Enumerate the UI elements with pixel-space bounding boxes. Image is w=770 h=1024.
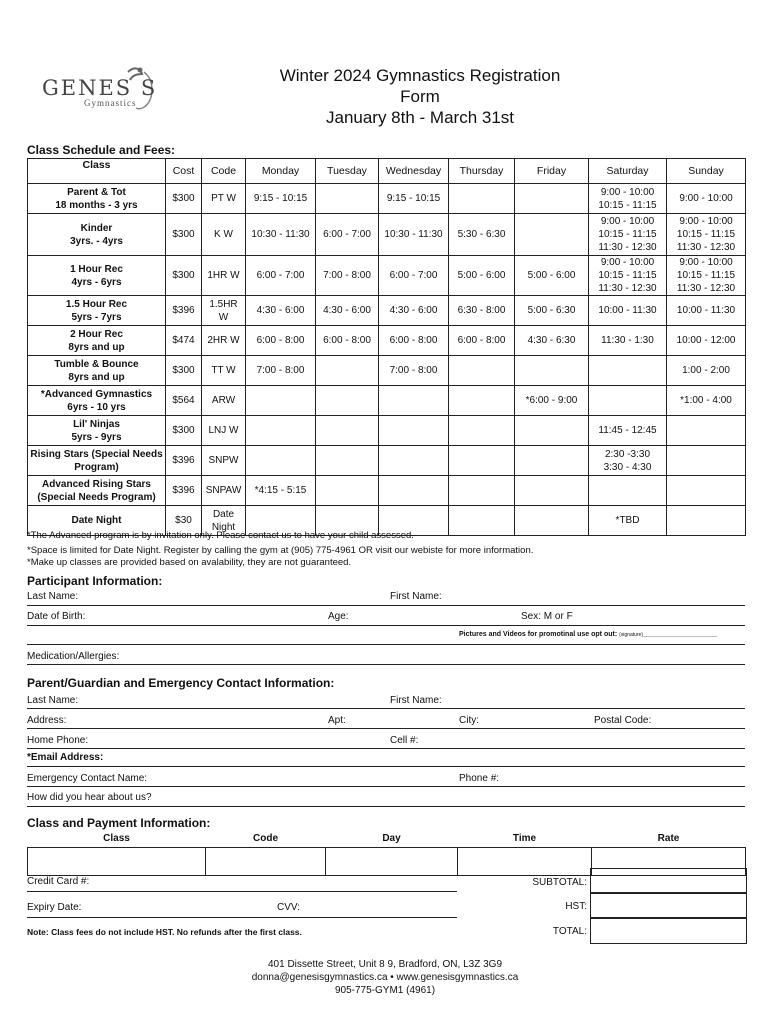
emergency-line[interactable] bbox=[27, 786, 745, 787]
schedule-cell: 4:30 - 6:30 bbox=[515, 326, 589, 356]
schedule-table bbox=[27, 158, 746, 536]
schedule-cell bbox=[515, 184, 589, 214]
schedule-cell: *4:15 - 5:15 bbox=[246, 476, 316, 506]
optout-line bbox=[27, 644, 745, 645]
schedule-cell: 9:00 - 10:00 10:15 - 11:15 11:30 - 12:30 bbox=[667, 214, 746, 256]
schedule-cell bbox=[449, 416, 515, 446]
hear-label: How did you hear about us? bbox=[27, 792, 152, 803]
subtotal-label: SUBTOTAL: bbox=[532, 877, 587, 888]
schedule-cell bbox=[589, 476, 667, 506]
schedule-cell: $30 bbox=[166, 506, 202, 536]
age-label: Age: bbox=[328, 611, 349, 622]
schedule-col-friday: Friday bbox=[515, 159, 589, 184]
schedule-cell: 1HR W bbox=[202, 256, 246, 296]
schedule-cell bbox=[515, 446, 589, 476]
schedule-cell: $564 bbox=[166, 386, 202, 416]
schedule-col-class: Class bbox=[28, 159, 166, 184]
schedule-cell bbox=[667, 446, 746, 476]
schedule-cell: 9:00 - 10:00 10:15 - 11:15 11:30 - 12:30 bbox=[589, 256, 667, 296]
class-name-cell: Advanced Rising Stars (Special Needs Program) bbox=[28, 476, 166, 506]
dob-line[interactable] bbox=[27, 625, 745, 626]
guardian-last-name-label: Last Name: bbox=[27, 695, 79, 706]
schedule-cell: 10:00 - 12:00 bbox=[667, 326, 746, 356]
schedule-cell: 5:30 - 6:30 bbox=[449, 214, 515, 256]
schedule-header-row bbox=[28, 159, 746, 184]
schedule-cell: $396 bbox=[166, 476, 202, 506]
pay-col-rate: Rate bbox=[657, 832, 680, 844]
title-line-2: Form bbox=[400, 87, 440, 106]
class-name-cell: Date Night bbox=[28, 506, 166, 536]
schedule-row bbox=[28, 296, 746, 326]
note-makeup: *Make up classes are provided based on avalability, they are not guaranteed. bbox=[27, 557, 352, 568]
signature-line[interactable]: ___________________ bbox=[643, 631, 717, 638]
medication-line[interactable] bbox=[27, 664, 745, 665]
class-name-cell: 1.5 Hour Rec 5yrs - 7yrs bbox=[28, 296, 166, 326]
schedule-cell bbox=[379, 416, 449, 446]
title-line-1: Winter 2024 Gymnastics Registration bbox=[279, 66, 561, 85]
schedule-cell: 5:00 - 6:00 bbox=[515, 256, 589, 296]
schedule-cell bbox=[246, 386, 316, 416]
schedule-cell: 9:15 - 10:15 bbox=[246, 184, 316, 214]
schedule-cell bbox=[667, 416, 746, 446]
schedule-cell bbox=[449, 446, 515, 476]
schedule-cell bbox=[316, 416, 379, 446]
schedule-cell: 1.5HR W bbox=[202, 296, 246, 326]
schedule-cell: *1:00 - 4:00 bbox=[667, 386, 746, 416]
class-name-cell: 2 Hour Rec 8yrs and up bbox=[28, 326, 166, 356]
schedule-col-monday: Monday bbox=[246, 159, 316, 184]
class-name-cell: *Advanced Gymnastics 6yrs - 10 yrs bbox=[28, 386, 166, 416]
schedule-cell: 6:00 - 8:00 bbox=[379, 326, 449, 356]
emergency-phone-label: Phone #: bbox=[459, 773, 500, 784]
schedule-cell: K W bbox=[202, 214, 246, 256]
schedule-cell: SNPW bbox=[202, 446, 246, 476]
payment-heading: Class and Payment Information: bbox=[27, 816, 211, 830]
schedule-cell: SNPAW bbox=[202, 476, 246, 506]
class-name-cell: Parent & Tot 18 months - 3 yrs bbox=[28, 184, 166, 214]
schedule-cell bbox=[246, 446, 316, 476]
credit-card-line[interactable] bbox=[27, 891, 457, 892]
title-line-3: January 8th - March 31st bbox=[325, 108, 515, 127]
schedule-cell: 4:30 - 6:00 bbox=[246, 296, 316, 326]
class-name-cell: Kinder 3yrs. - 4yrs bbox=[28, 214, 166, 256]
schedule-cell: 9:00 - 10:00 10:15 - 11:15 bbox=[589, 184, 667, 214]
class-name-cell: Tumble & Bounce 8yrs and up bbox=[28, 356, 166, 386]
expiry-line[interactable] bbox=[27, 917, 457, 918]
schedule-cell bbox=[379, 446, 449, 476]
schedule-cell: 6:00 - 7:00 bbox=[316, 214, 379, 256]
schedule-cell bbox=[449, 386, 515, 416]
footer bbox=[0, 958, 770, 997]
hst-field[interactable] bbox=[590, 892, 747, 919]
schedule-row bbox=[28, 326, 746, 356]
schedule-row bbox=[28, 476, 746, 506]
schedule-cell: 9:00 - 10:00 bbox=[667, 184, 746, 214]
pay-col-day: Day bbox=[382, 832, 401, 844]
participant-heading: Participant Information: bbox=[27, 574, 163, 588]
schedule-col-wednesday: Wednesday bbox=[379, 159, 449, 184]
form-title bbox=[250, 65, 590, 128]
schedule-cell bbox=[449, 506, 515, 536]
schedule-col-tuesday: Tuesday bbox=[316, 159, 379, 184]
schedule-cell bbox=[379, 386, 449, 416]
schedule-row bbox=[28, 416, 746, 446]
guardian-first-name-label: First Name: bbox=[390, 695, 442, 706]
signature-label: (signature) bbox=[619, 632, 644, 638]
participant-first-name-label: First Name: bbox=[390, 591, 442, 602]
note-date-night: *Space is limited for Date Night. Register by calling the gym at (905) 775-4961 OR visit our webiste for more information. bbox=[27, 545, 534, 556]
schedule-cell: LNJ W bbox=[202, 416, 246, 446]
schedule-cell bbox=[316, 356, 379, 386]
schedule-cell: 7:00 - 8:00 bbox=[246, 356, 316, 386]
schedule-row bbox=[28, 446, 746, 476]
class-name-cell: Lil' Ninjas 5yrs - 9yrs bbox=[28, 416, 166, 446]
genesis-logo bbox=[40, 64, 165, 114]
apt-label: Apt: bbox=[328, 715, 346, 726]
expiry-label: Expiry Date: bbox=[27, 902, 82, 913]
schedule-cell: PT W bbox=[202, 184, 246, 214]
schedule-row bbox=[28, 356, 746, 386]
pay-col-class: Class bbox=[103, 832, 130, 844]
schedule-cell bbox=[667, 476, 746, 506]
schedule-cell bbox=[379, 476, 449, 506]
schedule-cell bbox=[316, 476, 379, 506]
schedule-cell: 7:00 - 8:00 bbox=[316, 256, 379, 296]
schedule-cell bbox=[316, 184, 379, 214]
guardian-name-line[interactable] bbox=[27, 708, 745, 709]
footer-contact: donna@genesisgymnastics.ca • www.genesisgymnastics.ca bbox=[251, 972, 519, 983]
schedule-cell: 10:30 - 11:30 bbox=[379, 214, 449, 256]
class-name-cell: 1 Hour Rec 4yrs - 6yrs bbox=[28, 256, 166, 296]
schedule-cell: $396 bbox=[166, 446, 202, 476]
pay-col-code: Code bbox=[253, 832, 278, 844]
hst-label: HST: bbox=[565, 901, 587, 912]
schedule-cell: *6:00 - 9:00 bbox=[515, 386, 589, 416]
schedule-cell: $300 bbox=[166, 416, 202, 446]
logo-sub: Gymnastics bbox=[84, 98, 137, 108]
guardian-heading: Parent/Guardian and Emergency Contact Information: bbox=[27, 676, 335, 690]
schedule-cell: 9:00 - 10:00 10:15 - 11:15 11:30 - 12:30 bbox=[589, 214, 667, 256]
email-line[interactable] bbox=[27, 766, 745, 767]
participant-name-line[interactable] bbox=[27, 605, 745, 606]
city-label: City: bbox=[459, 715, 479, 726]
schedule-cell: $300 bbox=[166, 356, 202, 386]
schedule-cell bbox=[246, 416, 316, 446]
schedule-cell: $300 bbox=[166, 256, 202, 296]
schedule-cell bbox=[316, 446, 379, 476]
schedule-cell: Date Night bbox=[202, 506, 246, 536]
schedule-cell: 6:00 - 8:00 bbox=[316, 326, 379, 356]
schedule-cell: 9:00 - 10:00 10:15 - 11:15 11:30 - 12:30 bbox=[667, 256, 746, 296]
medication-label: Medication/Allergies: bbox=[27, 651, 120, 662]
phone-line[interactable] bbox=[27, 748, 745, 749]
schedule-row bbox=[28, 184, 746, 214]
emergency-label: Emergency Contact Name: bbox=[27, 773, 148, 784]
schedule-cell bbox=[515, 214, 589, 256]
schedule-cell: 4:30 - 6:00 bbox=[379, 296, 449, 326]
schedule-cell bbox=[449, 356, 515, 386]
footer-address: 401 Dissette Street, Unit 8 9, Bradford, ON, L3Z 3G9 bbox=[268, 959, 502, 970]
schedule-col-saturday: Saturday bbox=[589, 159, 667, 184]
email-label: *Email Address: bbox=[27, 752, 104, 763]
pay-class-cell[interactable] bbox=[28, 848, 206, 876]
schedule-cell bbox=[515, 416, 589, 446]
schedule-cell: 6:00 - 7:00 bbox=[246, 256, 316, 296]
sex-label: Sex: M or F bbox=[521, 611, 573, 622]
schedule-cell: $300 bbox=[166, 184, 202, 214]
cvv-label: CVV: bbox=[277, 902, 300, 913]
schedule-col-thursday: Thursday bbox=[449, 159, 515, 184]
schedule-col-sunday: Sunday bbox=[667, 159, 746, 184]
address-label: Address: bbox=[27, 715, 67, 726]
total-field[interactable] bbox=[590, 917, 747, 944]
schedule-col-cost: Cost bbox=[166, 159, 202, 184]
schedule-cell bbox=[515, 506, 589, 536]
schedule-heading: Class Schedule and Fees: bbox=[27, 143, 176, 157]
note-advanced: *The Advanced program is by invitation only. Please contact us to have your child assessed. bbox=[27, 530, 414, 541]
schedule-cell: 10:00 - 11:30 bbox=[589, 296, 667, 326]
schedule-col-code: Code bbox=[202, 159, 246, 184]
schedule-cell: 4:30 - 6:00 bbox=[316, 296, 379, 326]
schedule-cell: 11:45 - 12:45 bbox=[589, 416, 667, 446]
logo-name: GENES S bbox=[42, 76, 158, 100]
schedule-cell: 5:00 - 6:00 bbox=[449, 256, 515, 296]
schedule-cell bbox=[589, 386, 667, 416]
schedule-cell: ARW bbox=[202, 386, 246, 416]
pay-code-cell[interactable] bbox=[206, 848, 326, 876]
address-line[interactable] bbox=[27, 728, 745, 729]
pay-time-cell[interactable] bbox=[458, 848, 592, 876]
schedule-cell: 6:00 - 8:00 bbox=[449, 326, 515, 356]
schedule-cell: 6:30 - 8:00 bbox=[449, 296, 515, 326]
total-label: TOTAL: bbox=[552, 926, 587, 937]
fees-note: Note: Class fees do not include HST. No refunds after the first class. bbox=[27, 927, 302, 937]
schedule-cell: 7:00 - 8:00 bbox=[379, 356, 449, 386]
schedule-cell: $396 bbox=[166, 296, 202, 326]
schedule-cell: 6:00 - 8:00 bbox=[246, 326, 316, 356]
photo-optout bbox=[459, 631, 717, 638]
schedule-cell bbox=[589, 356, 667, 386]
schedule-cell bbox=[449, 476, 515, 506]
schedule-cell: 10:00 - 11:30 bbox=[667, 296, 746, 326]
schedule-cell: $300 bbox=[166, 214, 202, 256]
credit-card-label: Credit Card #: bbox=[27, 876, 90, 887]
schedule-cell: 9:15 - 10:15 bbox=[379, 184, 449, 214]
schedule-cell: 6:00 - 7:00 bbox=[379, 256, 449, 296]
schedule-cell: $474 bbox=[166, 326, 202, 356]
schedule-cell bbox=[449, 184, 515, 214]
schedule-cell: TT W bbox=[202, 356, 246, 386]
pay-day-cell[interactable] bbox=[326, 848, 458, 876]
schedule-cell: 2:30 -3:30 3:30 - 4:30 bbox=[589, 446, 667, 476]
dob-label: Date of Birth: bbox=[27, 611, 86, 622]
photo-optout-label: Pictures and Videos for promotinal use opt out: bbox=[459, 631, 618, 638]
schedule-cell: 11:30 - 1:30 bbox=[589, 326, 667, 356]
class-name-cell: Rising Stars (Special Needs Program) bbox=[28, 446, 166, 476]
schedule-row bbox=[28, 214, 746, 256]
schedule-cell: 10:30 - 11:30 bbox=[246, 214, 316, 256]
subtotal-field[interactable] bbox=[590, 868, 747, 894]
postal-label: Postal Code: bbox=[594, 715, 652, 726]
cell-label: Cell #: bbox=[390, 735, 419, 746]
schedule-cell bbox=[667, 506, 746, 536]
schedule-cell: 1:00 - 2:00 bbox=[667, 356, 746, 386]
pay-col-time: Time bbox=[512, 832, 537, 844]
schedule-row bbox=[28, 386, 746, 416]
schedule-cell: 2HR W bbox=[202, 326, 246, 356]
schedule-cell bbox=[515, 356, 589, 386]
schedule-cell bbox=[316, 386, 379, 416]
schedule-row bbox=[28, 256, 746, 296]
footer-phone: 905-775-GYM1 (4961) bbox=[334, 985, 436, 996]
home-phone-label: Home Phone: bbox=[27, 735, 89, 746]
hear-line[interactable] bbox=[27, 806, 745, 807]
participant-last-name-label: Last Name: bbox=[27, 591, 79, 602]
schedule-cell: 5:00 - 6:30 bbox=[515, 296, 589, 326]
schedule-cell: *TBD bbox=[589, 506, 667, 536]
schedule-cell bbox=[515, 476, 589, 506]
